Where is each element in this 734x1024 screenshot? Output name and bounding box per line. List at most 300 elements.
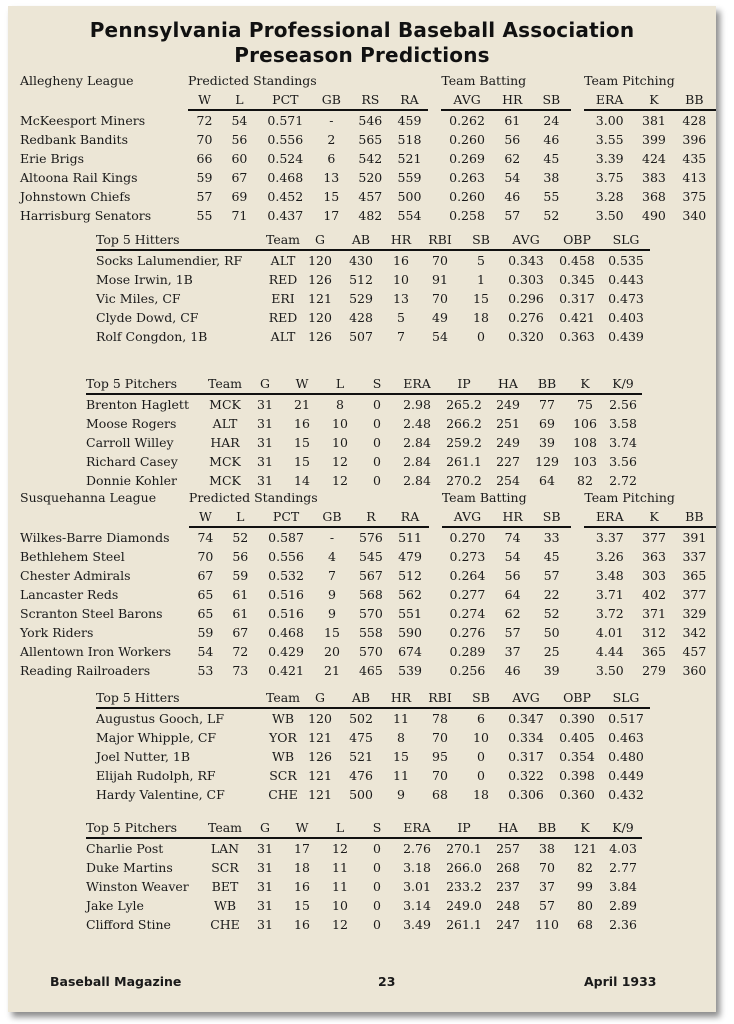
stat-cell: 266.2	[446, 416, 482, 431]
player-row	[86, 838, 642, 858]
column-header: HA	[488, 374, 528, 394]
stat-cell: 74	[197, 530, 214, 545]
stat-cell: 0.587	[268, 530, 304, 545]
stat-cell: SCR	[211, 860, 239, 875]
stat-cell: 3.58	[609, 416, 637, 431]
column-header: K/9	[604, 374, 642, 394]
stat-cell: 16	[294, 879, 310, 894]
player-name: Donnie Kohler	[86, 473, 177, 488]
stat-cell: 360	[682, 663, 707, 678]
stat-cell: 551	[398, 606, 422, 621]
stat-cell: 3.26	[595, 549, 624, 564]
stat-cell: 120	[308, 711, 332, 726]
stat-cell: 56	[504, 568, 521, 583]
stat-cell: 402	[642, 587, 666, 602]
stat-cell: MCK	[209, 397, 241, 412]
stat-cell: 266.0	[446, 860, 482, 875]
stat-cell: 0.463	[608, 730, 644, 745]
stat-cell: 73	[232, 663, 249, 678]
column-header: SB	[462, 230, 500, 250]
stat-cell: 237	[496, 879, 520, 894]
stat-cell: 0.263	[449, 170, 485, 185]
stat-cell: 21	[294, 397, 310, 412]
stat-cell: 78	[432, 711, 448, 726]
stat-cell: 0.421	[559, 310, 595, 325]
stat-cell: 0.468	[268, 625, 304, 640]
column-header: IP	[440, 374, 488, 394]
player-name: Moose Rogers	[86, 416, 177, 431]
column-header: RS	[350, 90, 391, 110]
stat-cell: 53	[197, 663, 214, 678]
column-header: L	[221, 90, 258, 110]
stat-cell: 31	[257, 397, 273, 412]
column-header: RBI	[418, 230, 462, 250]
column-header: ERA	[394, 374, 440, 394]
team-name: Erie Brigs	[20, 151, 85, 166]
stat-cell: 3.50	[595, 208, 624, 223]
stat-cell: 46	[504, 663, 521, 678]
team-row	[20, 585, 716, 604]
player-row	[86, 394, 642, 414]
stat-cell: 0.269	[449, 151, 485, 166]
stat-cell: 0.443	[608, 272, 644, 287]
stat-cell: 0	[373, 454, 381, 469]
stat-cell: 69	[539, 416, 555, 431]
stat-cell: 0.277	[449, 587, 486, 602]
stat-cell: 61	[232, 606, 249, 621]
stat-cell: WB	[213, 898, 237, 913]
team-row	[20, 661, 716, 680]
stat-cell: 33	[543, 530, 560, 545]
group-header-row	[20, 489, 716, 507]
stat-cell: 233.2	[446, 879, 482, 894]
stat-cell: 52	[543, 606, 560, 621]
stat-cell: RED	[268, 310, 298, 325]
stat-cell: 7	[327, 568, 336, 583]
stat-cell: 70	[196, 132, 213, 147]
player-row	[96, 289, 650, 308]
stat-cell: 520	[358, 170, 383, 185]
column-header: L	[320, 818, 360, 838]
stat-cell: 39	[539, 435, 555, 450]
stat-cell: 59	[197, 625, 214, 640]
stat-cell: 568	[358, 587, 383, 602]
stat-cell: 500	[349, 787, 373, 802]
stat-cell: 279	[642, 663, 666, 678]
stat-cell: 475	[349, 730, 373, 745]
stat-cell: 539	[398, 663, 422, 678]
stat-cell: ALT	[270, 253, 296, 268]
stat-cell: 0.296	[508, 291, 544, 306]
stat-cell: 46	[543, 132, 560, 147]
group-gap	[429, 566, 442, 585]
stat-cell: 22	[543, 587, 560, 602]
stat-cell: 39	[543, 663, 560, 678]
stat-cell: 18	[294, 860, 310, 875]
stat-cell: 247	[496, 917, 520, 932]
group-gap	[571, 547, 584, 566]
player-name: Winston Weaver	[86, 879, 189, 894]
stat-cell: 0	[477, 768, 485, 783]
group-gap	[571, 168, 584, 187]
stat-cell: 430	[349, 253, 373, 268]
stat-cell: 4	[327, 549, 336, 564]
stat-cell: 10	[393, 272, 409, 287]
player-name: Rolf Congdon, 1B	[96, 329, 208, 344]
player-row	[96, 270, 650, 289]
stat-cell: 6	[327, 151, 336, 166]
stat-cell: 9	[327, 606, 336, 621]
player-row	[96, 747, 650, 766]
player-name: Duke Martins	[86, 860, 173, 875]
stat-cell: 479	[398, 549, 422, 564]
stat-cell: 0.468	[267, 170, 304, 185]
group-gap	[571, 661, 584, 680]
stat-cell: 674	[398, 644, 422, 659]
stat-cell: 0.303	[508, 272, 544, 287]
stat-cell: 0.270	[449, 530, 486, 545]
allegheny-top-hitters-table	[96, 230, 650, 346]
group-gap	[571, 489, 584, 507]
stat-cell: 377	[682, 587, 707, 602]
stat-cell: 0.276	[508, 310, 544, 325]
stat-cell: 0.405	[559, 730, 595, 745]
player-row	[86, 877, 642, 896]
stat-cell: 0.273	[449, 549, 486, 564]
stat-cell: 62	[504, 151, 521, 166]
stat-cell: 257	[496, 841, 520, 856]
stat-cell: 31	[257, 917, 273, 932]
stat-cell: 52	[232, 530, 249, 545]
player-row	[86, 858, 642, 877]
stat-cell: WB	[271, 711, 295, 726]
stat-cell: RED	[268, 272, 298, 287]
column-header: K	[566, 374, 604, 394]
stat-cell: 391	[682, 530, 707, 545]
stat-cell: 54	[197, 644, 214, 659]
stat-cell: 10	[332, 416, 348, 431]
stat-cell: 363	[642, 549, 666, 564]
stat-cell: 66	[196, 151, 213, 166]
stat-cell: 368	[642, 189, 666, 204]
team-name: Allentown Iron Workers	[20, 644, 172, 659]
stat-cell: 303	[642, 568, 666, 583]
stat-cell: 70	[432, 291, 448, 306]
stat-cell: 54	[504, 549, 521, 564]
stat-cell: 45	[543, 549, 560, 564]
stat-cell: 69	[231, 189, 248, 204]
column-header: AVG	[441, 90, 492, 110]
stat-cell: 383	[642, 170, 666, 185]
group-gap	[428, 90, 441, 110]
team-row	[20, 527, 716, 547]
stat-cell: 121	[308, 730, 332, 745]
susquehanna-standings-table	[20, 489, 716, 680]
stat-cell: 121	[308, 787, 332, 802]
stat-cell: 67	[197, 568, 214, 583]
stat-cell: 3.01	[403, 879, 431, 894]
column-header: S	[360, 818, 394, 838]
stat-cell: 2.72	[609, 473, 637, 488]
stat-cell: 57	[539, 898, 555, 913]
stat-cell: 103	[573, 454, 597, 469]
player-name: Carroll Willey	[86, 435, 174, 450]
stat-cell: 3.39	[595, 151, 624, 166]
stat-cell: 0.516	[268, 587, 304, 602]
stat-cell: 5	[477, 253, 485, 268]
player-name: Vic Miles, CF	[96, 291, 181, 306]
team-name: Altoona Rail Kings	[20, 170, 138, 185]
stat-cell: 77	[539, 397, 555, 412]
column-header: SB	[532, 90, 571, 110]
stat-cell: 16	[393, 253, 409, 268]
group-gap	[571, 507, 584, 527]
stat-cell: 68	[577, 917, 593, 932]
stat-cell: 11	[393, 768, 409, 783]
stat-cell: 521	[349, 749, 373, 764]
stat-cell: 570	[358, 606, 383, 621]
stat-cell: 37	[539, 879, 555, 894]
group-gap	[428, 168, 441, 187]
stat-cell: 8	[397, 730, 405, 745]
player-name: Richard Casey	[86, 454, 178, 469]
stat-cell: BET	[211, 879, 239, 894]
stat-cell: 4.44	[595, 644, 624, 659]
group-gap	[428, 110, 441, 130]
group-gap	[571, 642, 584, 661]
stat-cell: 0.274	[449, 606, 486, 621]
stat-cell: 74	[504, 530, 521, 545]
stat-cell: 64	[539, 473, 555, 488]
player-row	[96, 728, 650, 747]
stat-cell: 576	[358, 530, 383, 545]
player-name: Jake Lyle	[86, 898, 144, 913]
stat-cell: 590	[398, 625, 422, 640]
stat-cell: 72	[232, 644, 249, 659]
stat-cell: 490	[642, 208, 666, 223]
stat-cell: 3.71	[595, 587, 624, 602]
stat-cell: 0.320	[508, 329, 544, 344]
team-row	[20, 110, 716, 130]
stat-cell: 70	[432, 730, 448, 745]
stat-cell: 558	[358, 625, 383, 640]
stat-cell: 0	[373, 397, 381, 412]
team-name: Harrisburg Senators	[20, 208, 152, 223]
column-header: AVG	[500, 230, 552, 250]
column-header: HR	[493, 507, 532, 527]
column-header: G	[302, 688, 338, 708]
stat-cell: 10	[332, 435, 348, 450]
stat-cell: 49	[432, 310, 448, 325]
batting-group-label: Team Batting	[441, 490, 527, 505]
stat-cell: 15	[473, 291, 489, 306]
stat-cell: 38	[543, 170, 560, 185]
group-gap	[571, 623, 584, 642]
player-name: Joel Nutter, 1B	[96, 749, 191, 764]
stat-cell: 70	[539, 860, 555, 875]
stat-cell: 371	[642, 606, 666, 621]
stat-cell: 227	[496, 454, 520, 469]
stat-cell: 121	[308, 768, 332, 783]
column-header: Team	[264, 688, 302, 708]
page-title: Pennsylvania Professional Baseball Association	[89, 18, 635, 42]
stat-cell: 37	[504, 644, 521, 659]
section-title: Top 5 Hitters	[96, 688, 264, 708]
stat-cell: 21	[324, 663, 340, 678]
stat-cell: 0.452	[267, 189, 304, 204]
league-name: Susquehanna League	[20, 490, 157, 505]
stat-cell: CHE	[268, 787, 298, 802]
group-gap	[571, 130, 584, 149]
stat-cell: 57	[504, 625, 521, 640]
team-row	[20, 642, 716, 661]
stat-cell: 3.56	[609, 454, 637, 469]
team-row	[20, 623, 716, 642]
column-header: L	[222, 507, 259, 527]
column-header: Team	[204, 818, 246, 838]
player-row	[96, 785, 650, 804]
group-gap	[429, 585, 442, 604]
stat-cell: 0.343	[508, 253, 544, 268]
stat-cell: 126	[308, 329, 332, 344]
stat-cell: 0.264	[449, 568, 486, 583]
stat-cell: 0.363	[559, 329, 595, 344]
stat-cell: ERI	[271, 291, 295, 306]
stat-cell: 31	[257, 416, 273, 431]
stat-cell: 56	[231, 132, 248, 147]
column-header: BB	[673, 90, 716, 110]
stat-cell: 251	[496, 416, 520, 431]
stat-cell: 55	[196, 208, 213, 223]
column-header: GB	[313, 90, 350, 110]
column-header: G	[246, 818, 284, 838]
column-header-row	[96, 230, 650, 250]
stat-cell: 0.317	[508, 749, 544, 764]
player-row	[86, 915, 642, 934]
stat-cell: 559	[397, 170, 422, 185]
group-gap	[429, 661, 442, 680]
allegheny-standings-table	[20, 72, 716, 225]
stat-cell: 2.56	[609, 397, 637, 412]
stat-cell: MCK	[209, 473, 241, 488]
team-name: Wilkes-Barre Diamonds	[20, 529, 170, 545]
stat-cell: 0	[477, 749, 485, 764]
group-gap	[428, 72, 441, 90]
stat-cell: 0.535	[608, 253, 644, 268]
pitching-group-label: Team Pitching	[584, 490, 675, 505]
stat-cell: 18	[473, 787, 489, 802]
team-name: McKeesport Miners	[20, 112, 146, 128]
group-gap	[571, 585, 584, 604]
stat-cell: 11	[393, 711, 409, 726]
stat-cell: 75	[577, 397, 593, 412]
player-name: Hardy Valentine, CF	[96, 787, 225, 802]
stat-cell: 459	[397, 113, 422, 128]
stat-cell: 15	[294, 454, 310, 469]
stat-cell: 16	[294, 917, 310, 932]
stat-cell: 6	[477, 711, 485, 726]
column-header: BB	[673, 507, 716, 527]
stat-cell: 0.260	[449, 132, 485, 147]
stat-cell: 0.334	[508, 730, 544, 745]
column-header: SLG	[602, 688, 650, 708]
stat-cell: 129	[535, 454, 559, 469]
stat-cell: 0.556	[267, 132, 304, 147]
stat-cell: 2.84	[403, 435, 431, 450]
stat-cell: 0.345	[559, 272, 595, 287]
stat-cell: 312	[642, 625, 666, 640]
stat-cell: 31	[257, 841, 273, 856]
stat-cell: 457	[682, 644, 707, 659]
stat-cell: 2.76	[403, 841, 431, 856]
stat-cell: 4.03	[609, 841, 637, 856]
stat-cell: 106	[573, 416, 597, 431]
stat-cell: 2.84	[403, 454, 431, 469]
column-header: S	[360, 374, 394, 394]
stat-cell: 261.1	[446, 917, 482, 932]
team-name: Lancaster Reds	[20, 587, 119, 602]
stat-cell: ALT	[270, 329, 296, 344]
stat-cell: ALT	[212, 416, 238, 431]
stat-cell: 511	[398, 530, 422, 545]
stat-cell: 120	[308, 253, 332, 268]
team-name: Johnstown Chiefs	[20, 189, 131, 204]
stat-cell: 3.00	[595, 113, 624, 128]
team-row	[20, 604, 716, 623]
stat-cell: 38	[539, 841, 555, 856]
stat-cell: 3.48	[595, 568, 624, 583]
stat-cell: 545	[358, 549, 383, 564]
footer-issue-date: April 1933	[584, 974, 657, 989]
column-header-row	[86, 818, 642, 838]
stat-cell: 0.421	[268, 663, 304, 678]
team-row	[20, 547, 716, 566]
susquehanna-top-pitchers-table	[86, 818, 642, 934]
section-title: Top 5 Pitchers	[86, 818, 204, 838]
stat-cell: 365	[682, 568, 707, 583]
team-row	[20, 130, 716, 149]
player-row	[86, 414, 642, 433]
stat-cell: 67	[231, 170, 248, 185]
stat-cell: 0.439	[608, 329, 644, 344]
group-gap	[429, 604, 442, 623]
group-gap	[429, 489, 442, 507]
stat-cell: 57	[196, 189, 213, 204]
stat-cell: 249.0	[446, 898, 482, 913]
stat-cell: 565	[358, 132, 383, 147]
stat-cell: 16	[294, 416, 310, 431]
stat-cell: 0	[373, 473, 381, 488]
column-header: SB	[462, 688, 500, 708]
column-header: Team	[264, 230, 302, 250]
stat-cell: 2.98	[403, 397, 431, 412]
stat-cell: 17	[323, 208, 340, 223]
stat-cell: 0.480	[608, 749, 644, 764]
batting-group-label: Team Batting	[441, 73, 527, 88]
stat-cell: 68	[432, 787, 448, 802]
stat-cell: 72	[196, 113, 213, 128]
stat-cell: 482	[358, 208, 383, 223]
stat-cell: 59	[232, 568, 249, 583]
stat-cell: 15	[294, 898, 310, 913]
stat-cell: 110	[535, 917, 559, 932]
group-gap	[571, 206, 584, 225]
stat-cell: 0	[373, 416, 381, 431]
stat-cell: HAR	[210, 435, 240, 450]
stat-cell: 126	[308, 272, 332, 287]
stat-cell: 15	[393, 749, 409, 764]
column-header: OBP	[552, 230, 602, 250]
